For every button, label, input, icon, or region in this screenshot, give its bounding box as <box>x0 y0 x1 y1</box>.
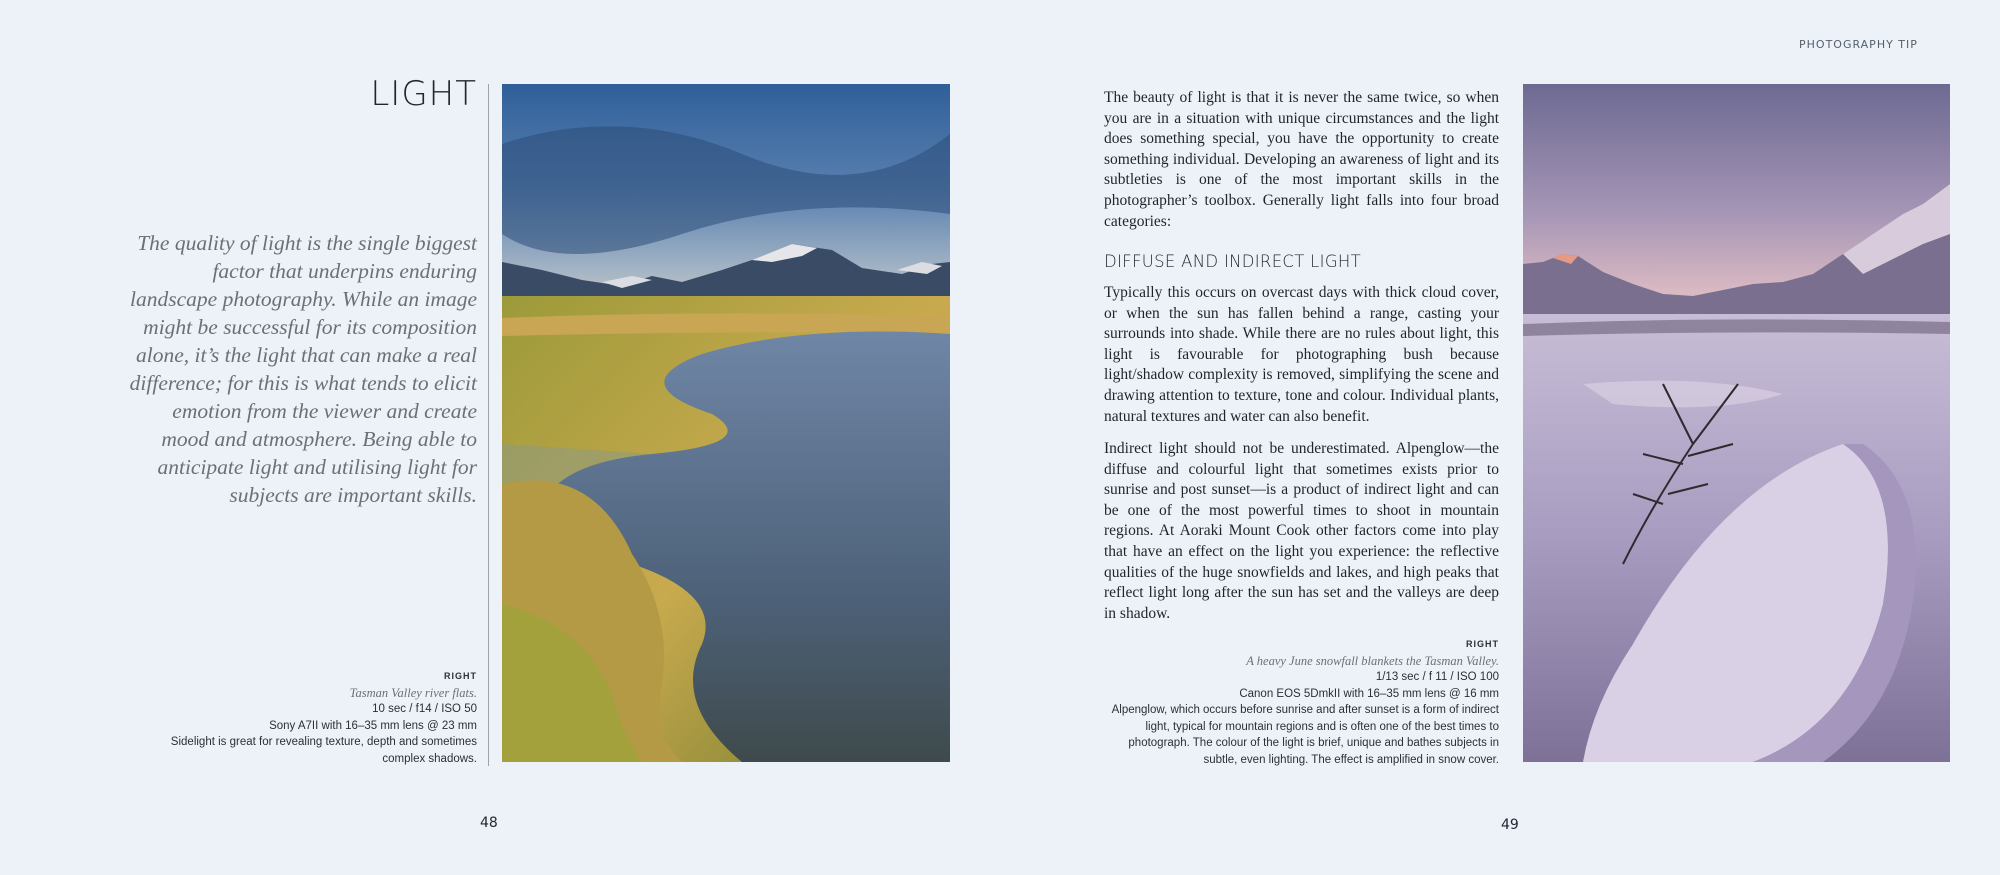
caption-camera: Canon EOS 5DmkII with 16–35 mm lens @ 16 mm <box>1239 687 1499 700</box>
caption-camera: Sony A7II with 16–35 mm lens @ 23 mm <box>269 719 477 732</box>
caption-heading: RIGHT <box>444 671 477 681</box>
body-paragraph-indirect: Indirect light should not be underestimated. Alpenglow—the diffuse and colourful light that sometimes exists prior to sunrise and post sunset—is a product of indirect light and can be one of the most powerful times to shoot in mountain regions. At Aoraki Mount Cook other factors come into play that have an effect on the light you experience: the reflective qualities of the huge snowfields and lakes, and high peaks that reflect light long after the sun has set and the valleys are deep in shadow. <box>1104 440 1499 622</box>
running-head: PHOTOGRAPHY TIP <box>1799 38 1918 51</box>
photo-caption-right <box>1098 636 1499 768</box>
caption-exposure: 1/13 sec / f 11 / ISO 100 <box>1375 671 1499 683</box>
vertical-divider <box>488 84 489 766</box>
river-flats-photo <box>502 84 950 762</box>
snowfall-photo <box>1523 84 1950 762</box>
caption-note: Sidelight is great for revealing texture, depth and sometimes complex shadows. <box>170 736 477 765</box>
photo-caption-left <box>160 668 477 767</box>
pull-quote: The quality of light is the single biggest factor that underpins enduring landscape photography. While an image might be successful for its composition alone, it’s the light that can make a real difference; for this is what tends to elicit emotion from the viewer and create mood and atmosphere. Being able to anticipate light and utilising light for subjects are important skills. <box>129 231 477 507</box>
page-number-right: 49 <box>1501 817 1519 833</box>
body-paragraph-diffuse: Typically this occurs on overcast days with thick cloud cover, or when the sun has fallen behind a range, casting your surrounds into shade. While there are no rules about light, this light is favourable for photographing bush because light/shadow complexity is removed, simplifying the scene and drawing attention to texture, tone and colour. Individual plants, natural textures and water can also benefit. <box>1104 284 1499 425</box>
caption-heading: RIGHT <box>1466 639 1499 649</box>
caption-title: Tasman Valley river flats. <box>349 685 477 700</box>
caption-title: A heavy June snowfall blankets the Tasman Valley. <box>1246 653 1499 668</box>
body-intro: The beauty of light is that it is never the same twice, so when you are in a situation with unique circumstances and the light does something special, you have the opportunity to create something individual. Developing an awareness of light and its subtleties is one of the most important skills in the photographer’s toolbox. Generally light falls into four broad categories: <box>1104 89 1499 230</box>
caption-note: Alpenglow, which occurs before sunrise and after sunset is a form of indirect light, typical for mountain regions and is often one of the best times to photograph. The colour of the light is brief, unique and bathes subjects in subtle, even lighting. The effect is amplified in snow cover. <box>1111 704 1499 766</box>
river-flats-image <box>502 84 950 762</box>
section-subhead: DIFFUSE AND INDIRECT LIGHT <box>1104 252 1361 271</box>
page-title: LIGHT <box>370 74 477 114</box>
caption-exposure: 10 sec / f14 / ISO 50 <box>372 703 477 715</box>
page-number-left: 48 <box>480 815 498 831</box>
snowfall-image <box>1523 84 1950 762</box>
